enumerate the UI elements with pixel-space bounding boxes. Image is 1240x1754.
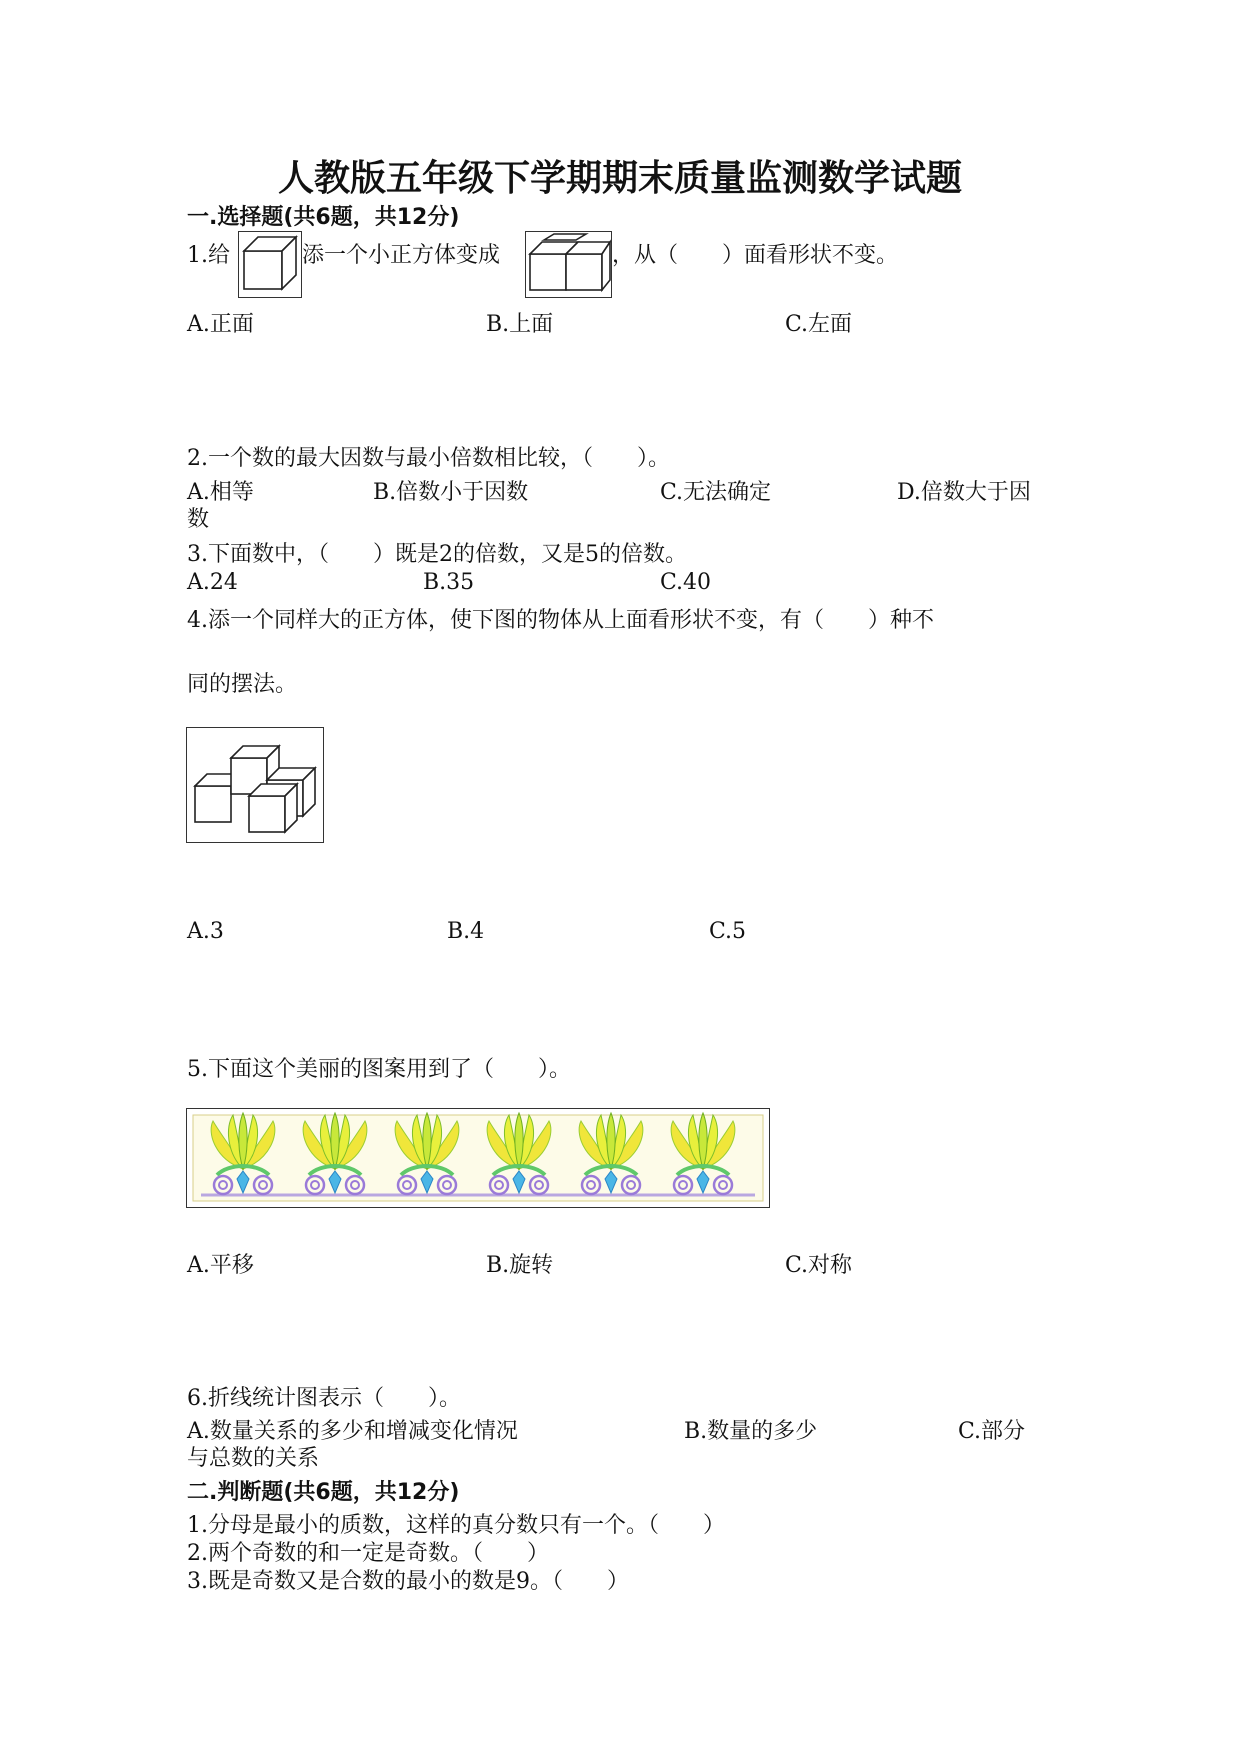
q3-option-b[interactable]: B.35 <box>423 570 475 595</box>
q4-option-c[interactable]: C.5 <box>709 919 747 944</box>
page-title: 人教版五年级下学期期末质量监测数学试题 <box>277 158 962 199</box>
q1-option-a[interactable]: A.正面 <box>187 312 254 337</box>
q2-option-d-wrap: 数 <box>187 507 210 532</box>
q1-figure-single-cube <box>238 231 302 298</box>
q5-option-c[interactable]: C.对称 <box>785 1253 853 1278</box>
q5-text: 5.下面这个美丽的图案用到了（ ）。 <box>187 1057 571 1082</box>
q3-option-a[interactable]: A.24 <box>187 570 238 595</box>
q6-option-c[interactable]: C.部分 <box>958 1419 1026 1444</box>
q6-option-b[interactable]: B.数量的多少 <box>684 1419 818 1444</box>
q2-text: 2.一个数的最大因数与最小倍数相比较，（ ）。 <box>187 446 670 471</box>
q3-option-c[interactable]: C.40 <box>660 570 712 595</box>
q1-text-middle: 添一个小正方体变成 <box>302 243 501 268</box>
q1-text-start: 1.给 <box>187 243 230 268</box>
section-heading-choice: 一.选择题(共6题，共12分) <box>187 205 460 230</box>
q5-option-a[interactable]: A.平移 <box>187 1253 254 1278</box>
q5-option-b[interactable]: B.旋转 <box>486 1253 554 1278</box>
q4-option-b[interactable]: B.4 <box>447 919 485 944</box>
q2-option-d[interactable]: D.倍数大于因 <box>897 480 1031 505</box>
q1-text-end: ，从（ ）面看形状不变。 <box>612 243 899 268</box>
q6-option-c-wrap: 与总数的关系 <box>187 1446 320 1471</box>
q3-text: 3.下面数中，（ ）既是2的倍数，又是5的倍数。 <box>187 542 687 567</box>
q2-option-a[interactable]: A.相等 <box>187 480 254 505</box>
section-heading-judgement: 二.判断题(共6题，共12分) <box>187 1480 460 1505</box>
q2-option-c[interactable]: C.无法确定 <box>660 480 772 505</box>
q5-figure-decorative-pattern <box>186 1108 770 1208</box>
q2-option-b[interactable]: B.倍数小于因数 <box>373 480 529 505</box>
q6-text: 6.折线统计图表示（ ）。 <box>187 1386 461 1411</box>
q4-text-line2: 同的摆法。 <box>187 672 298 697</box>
judgement-item-2: 2.两个奇数的和一定是奇数。（ ） <box>187 1541 549 1566</box>
q1-option-b[interactable]: B.上面 <box>486 312 554 337</box>
q1-figure-two-cubes <box>525 231 612 298</box>
q4-text-line1: 4.添一个同样大的正方体，使下图的物体从上面看形状不变，有（ ）种不 <box>187 608 934 633</box>
judgement-item-3: 3.既是奇数又是合数的最小的数是9。（ ） <box>187 1569 629 1594</box>
q4-option-a[interactable]: A.3 <box>187 919 224 944</box>
q1-option-c[interactable]: C.左面 <box>785 312 853 337</box>
q6-option-a[interactable]: A.数量关系的多少和增减变化情况 <box>187 1419 518 1444</box>
q4-figure-cube-stack <box>186 727 324 843</box>
judgement-item-1: 1.分母是最小的质数，这样的真分数只有一个。（ ） <box>187 1513 725 1538</box>
